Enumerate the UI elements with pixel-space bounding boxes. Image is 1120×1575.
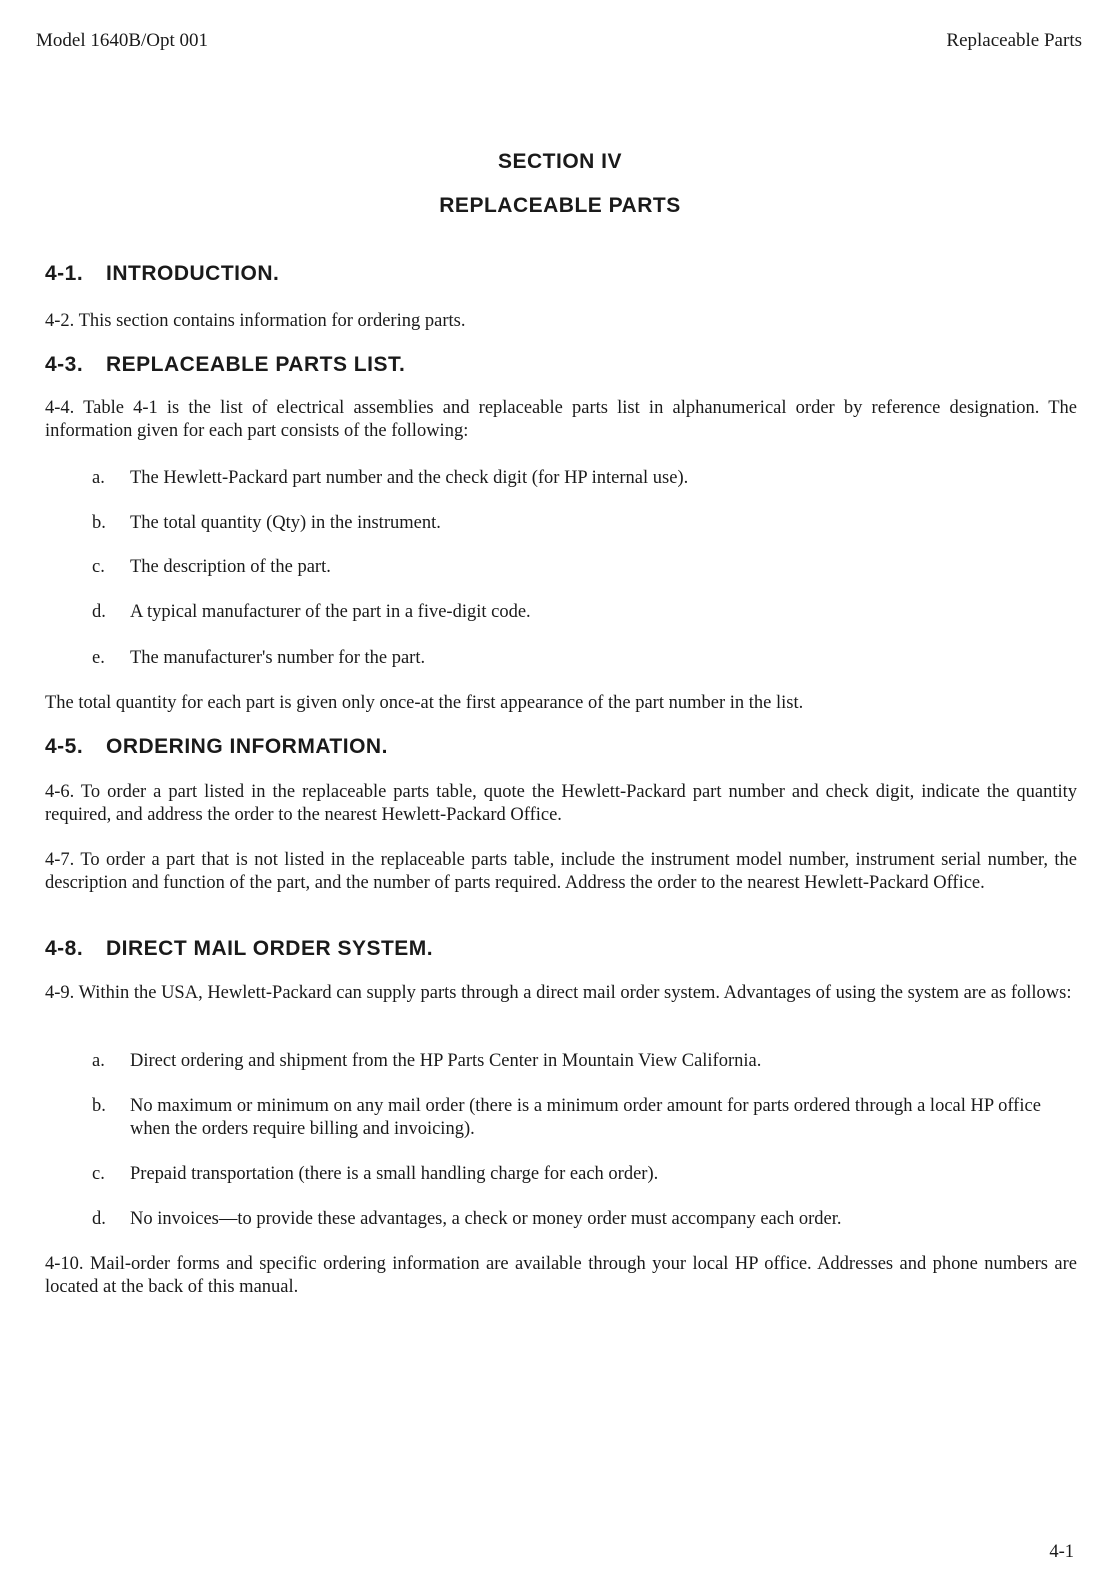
heading-text: DIRECT MAIL ORDER SYSTEM. (106, 937, 434, 960)
list-item (92, 647, 1077, 670)
list-letter: b. (92, 1096, 106, 1116)
paragraph-4-9: 4-9. Within the USA, Hewlett-Packard can supply parts through a direct mail order system. Advantages of using the system are as follows: (45, 983, 1072, 1003)
list-letter: e. (92, 648, 105, 668)
list-letter: d. (92, 602, 106, 622)
heading-introduction (45, 262, 279, 286)
list-item (92, 601, 1077, 624)
list-item (92, 1208, 1077, 1231)
heading-number: 4-1. (45, 262, 84, 285)
list-letter: b. (92, 513, 106, 533)
paragraph-4-7: 4-7. To order a part that is not listed in the replaceable parts table, include the instrument model number, instrument serial number, the description and function of the part, and the number of parts required. Address the order to the nearest Hewlett-Packard Office. (45, 850, 1077, 893)
list-text: Prepaid transportation (there is a small handling charge for each order). (130, 1164, 659, 1184)
heading-replaceable-parts-list (45, 353, 405, 377)
list-text: The manufacturer's number for the part. (130, 648, 426, 668)
list-text: The description of the part. (130, 557, 331, 577)
list-letter: c. (92, 1164, 105, 1184)
list-item (92, 512, 1077, 535)
list-letter: a. (92, 1051, 105, 1071)
section-title: REPLACEABLE PARTS (439, 194, 681, 217)
list-text: The total quantity (Qty) in the instrument. (130, 513, 441, 533)
page-number: 4-1 (1049, 1542, 1074, 1562)
header-model: Model 1640B/Opt 001 (36, 30, 209, 51)
header-section-name: Replaceable Parts (946, 30, 1082, 51)
paragraph-4-4-note: The total quantity for each part is given only once-at the first appearance of the part number in the list. (45, 693, 804, 713)
paragraph-4-2: 4-2. This section contains information for ordering parts. (45, 311, 466, 331)
heading-text: INTRODUCTION. (106, 262, 280, 285)
heading-ordering-information (45, 735, 388, 759)
heading-direct-mail-order-system (45, 937, 433, 961)
list-letter: d. (92, 1209, 106, 1229)
list-item (92, 556, 1077, 579)
heading-number: 4-5. (45, 735, 84, 758)
heading-number: 4-3. (45, 353, 84, 376)
list-letter: c. (92, 557, 105, 577)
paragraph-4-6: 4-6. To order a part listed in the replaceable parts table, quote the Hewlett-Packard part number and check digit, indicate the quantity required, and address the order to the nearest Hewlett-Packard Office. (45, 782, 1077, 825)
heading-text: REPLACEABLE PARTS LIST. (106, 353, 406, 376)
running-header (36, 30, 1082, 52)
list-text: The Hewlett-Packard part number and the check digit (for HP internal use). (130, 468, 689, 488)
heading-text: ORDERING INFORMATION. (106, 735, 388, 758)
list-item (92, 1095, 1077, 1141)
list-text: No invoices—to provide these advantages, a check or money order must accompany each order. (130, 1209, 842, 1229)
list-item (92, 467, 1077, 490)
list-item (92, 1163, 1077, 1186)
paragraph-4-4: 4-4. Table 4-1 is the list of electrical assemblies and replaceable parts list in alphanumerical order by reference designation. The information given for each part consists of the following: (45, 398, 1077, 441)
heading-number: 4-8. (45, 937, 84, 960)
list-item (92, 1050, 1077, 1073)
list-text: Direct ordering and shipment from the HP Parts Center in Mountain View California. (130, 1051, 762, 1071)
section-number: SECTION IV (497, 150, 623, 173)
paragraph-4-10: 4-10. Mail-order forms and specific ordering information are available through your local HP office. Addresses and phone numbers are located at the back of this manual. (45, 1254, 1077, 1297)
list-letter: a. (92, 468, 105, 488)
list-text: No maximum or minimum on any mail order (there is a minimum order amount for parts ordered through a local HP office when the orders require billing and invoicing). (130, 1096, 1041, 1139)
list-text: A typical manufacturer of the part in a five-digit code. (130, 602, 531, 622)
